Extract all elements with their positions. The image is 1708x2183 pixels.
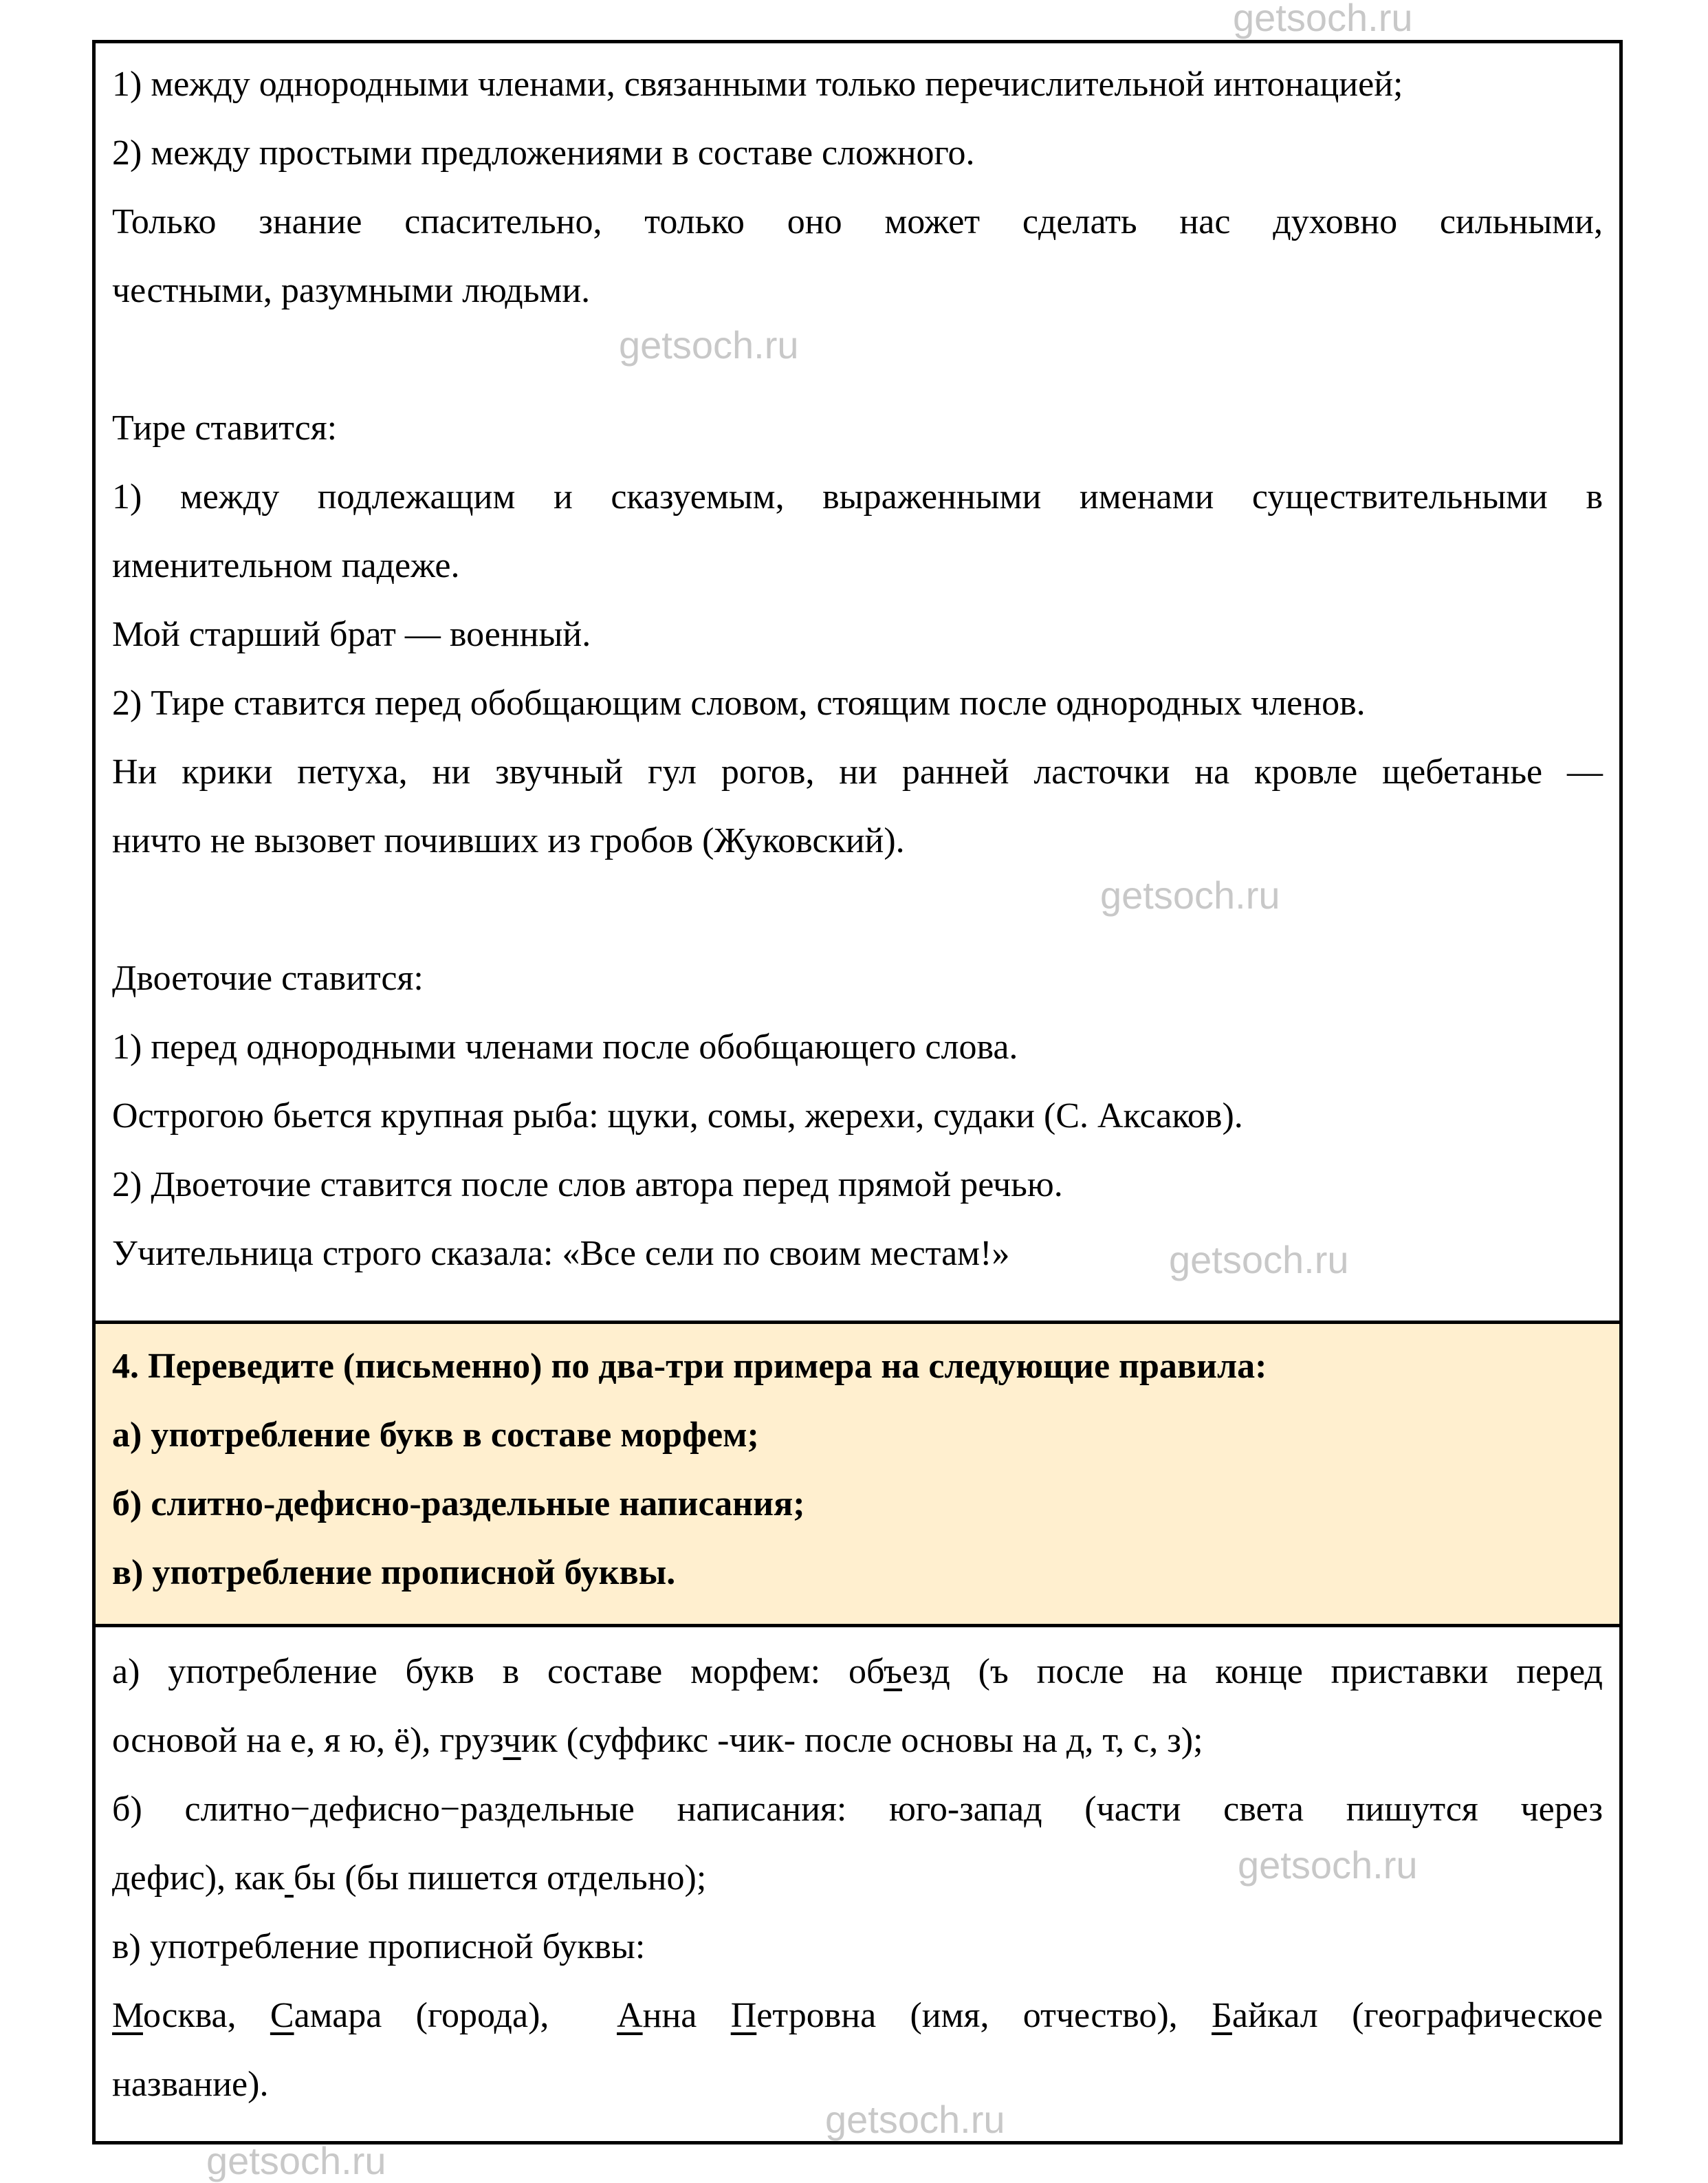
rule-line: 1) перед однородными членами после обобщающего слова. (112, 1028, 1018, 1067)
example-line: Мой старший брат — военный. (112, 615, 591, 654)
underlined-space (285, 1858, 294, 1898)
watermark: getsoch.ru (1169, 1238, 1349, 1281)
text: айкал (географическое (1231, 1996, 1603, 2035)
underlined-letter: ч (503, 1721, 521, 1760)
text: а) употребление букв в составе морфем: об (112, 1652, 884, 1691)
task-title: 4. Переведите (письменно) по два-три примера на следующие правила: (112, 1347, 1267, 1386)
dash-heading: Тире ставится: (112, 409, 338, 448)
answer-b-line: б) слитно−дефисно−раздельные написания: юго-запад (части света пишутся через (112, 1790, 1603, 1829)
answer-c-line: название). (112, 2065, 269, 2104)
rule-line: честными, разумными людьми. (112, 271, 591, 310)
answer-b-line (112, 1844, 1603, 1913)
example-line: ничто не вызовет почивших из гробов (Жуковский). (112, 821, 905, 860)
text: амара (города), (294, 1996, 617, 2035)
underlined-letter: ъ (884, 1652, 902, 1691)
colon-heading: Двоеточие ставится: (112, 959, 424, 998)
text: основой на е, я ю, ё), груз (112, 1721, 503, 1760)
watermark: getsoch.ru (825, 2098, 1005, 2141)
example-line: Учительница строго сказала: «Все сели по своим местам!» (112, 1234, 1010, 1273)
underlined-capital: С (270, 1996, 294, 2035)
rule-line: именительном падеже. (112, 546, 460, 585)
task-item: а) употребление букв в составе морфем; (112, 1415, 759, 1455)
answer-c-examples (112, 1981, 1603, 2050)
answer-section (96, 1627, 1619, 2141)
text: бы (бы пишется отдельно); (293, 1858, 707, 1898)
task-item: в) употребление прописной буквы. (112, 1553, 676, 1592)
watermark: getsoch.ru (1233, 0, 1413, 39)
text: дефис), как (112, 1858, 285, 1898)
watermark: getsoch.ru (206, 2139, 386, 2182)
watermark: getsoch.ru (1100, 873, 1280, 917)
text: нна (642, 1996, 731, 2035)
example-line: Ни крики петуха, ни звучный гул рогов, ни ранней ласточки на кровле щебетанье — (112, 752, 1603, 792)
rule-line: 2) Тире ставится перед обобщающим словом, стоящим после однородных членов. (112, 684, 1366, 723)
text: езд (ъ после на конце приставки перед (902, 1652, 1603, 1691)
underlined-capital: Б (1212, 1996, 1232, 2035)
rule-line: 2) Двоеточие ставится после слов автора перед прямой речью. (112, 1165, 1063, 1204)
watermark: getsoch.ru (619, 323, 799, 367)
answer-a-line (112, 1638, 1603, 1706)
task-item: б) слитно-дефисно-раздельные написания; (112, 1484, 805, 1523)
text: ик (суффикс -чик- после основы на д, т, с, з); (521, 1721, 1203, 1760)
text: осква, (142, 1996, 270, 2035)
example-line: Острогою бьется крупная рыба: щуки, сомы, жерехи, судаки (С. Аксаков). (112, 1096, 1243, 1136)
rule-line: Только знание спасительно, только оно может сделать нас духовно сильными, (112, 202, 1603, 241)
rule-line: 1) между однородными членами, связанными только перечислительной интонацией; (112, 65, 1403, 104)
document-table (92, 40, 1623, 2144)
text: етровна (имя, отчество), (756, 1996, 1212, 2035)
watermark: getsoch.ru (1238, 1843, 1418, 1887)
rules-section (96, 43, 1619, 1321)
underlined-capital: А (617, 1996, 643, 2035)
underlined-capital: П (730, 1996, 757, 2035)
answer-a-line (112, 1706, 1603, 1775)
answer-c-line: в) употребление прописной буквы: (112, 1927, 646, 1966)
rule-line: 1) между подлежащим и сказуемым, выраженными именами существительными в (112, 477, 1603, 517)
task-section (96, 1321, 1619, 1627)
underlined-capital: М (112, 1996, 143, 2035)
rule-line: 2) между простыми предложениями в составе сложного. (112, 133, 975, 173)
